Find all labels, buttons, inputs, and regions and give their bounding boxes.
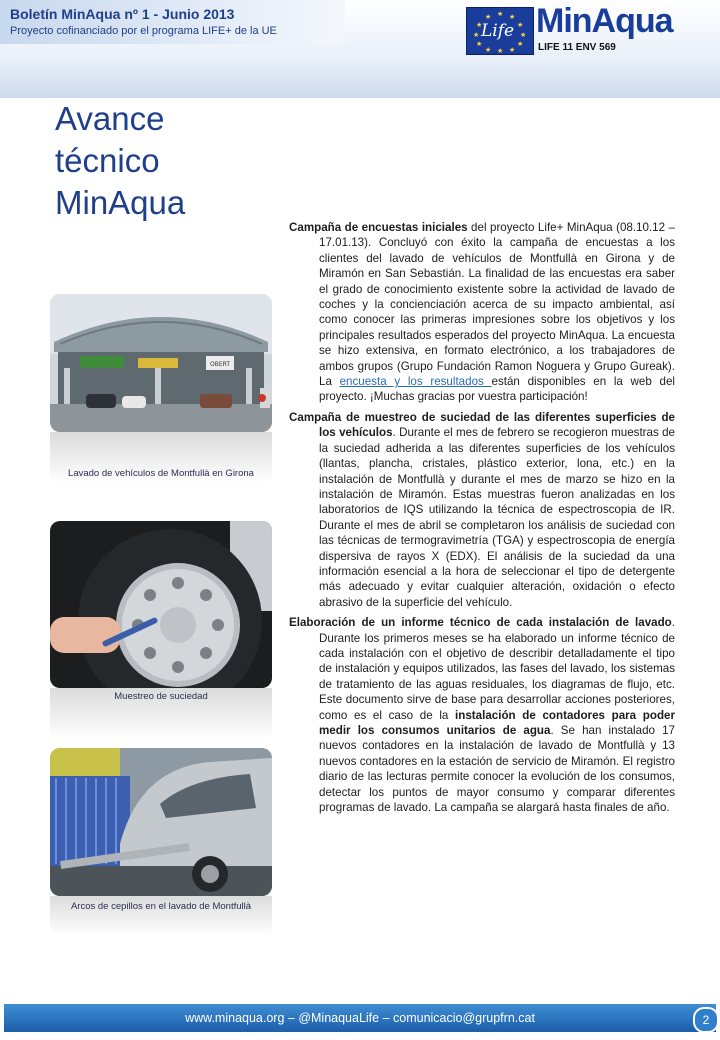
paragraph-text: . Durante los primeros meses se ha elaborado un informe técnico de cada instalación con el objetivo de describir detalladamente el tipo de instalación y equipos utilizados, las fases del lavado, los sistemas de tratamiento de las aguas residuales, los diagramas de flujo, etc. Este documento sirve de base para desarrollar acciones posteriores, como es el caso de la <box>319 616 675 722</box>
page-header <box>0 0 720 98</box>
article-title <box>55 98 185 224</box>
brush-arches-photo <box>50 748 272 896</box>
sign-obert: OBERT <box>209 361 231 368</box>
minaqua-logo-text: MinAqua <box>536 2 673 40</box>
paragraph-lead: Elaboración de un informe técnico de cada instalación de lavado <box>289 616 672 630</box>
article-body <box>289 220 675 820</box>
project-code: LIFE 11 ENV 569 <box>538 42 616 53</box>
newsletter-title: Boletín MinAqua nº 1 - Junio 2013 <box>10 6 235 22</box>
paragraph-text: están disponibles en la web del proyecto. ¡Muchas gracias por vuestra participación! <box>319 375 675 404</box>
photo-caption: Lavado de vehículos de Montfullà en Girona <box>68 468 254 479</box>
paragraph-text: . Se han instalado 17 nuevos contadores en la instalación de lavado de Montfullà y 13 nuevos contadores en la estación de servicio de Miramón. El registro diario de las lecturas permite conocer la evolución de los consumos, detectar los puntos de mayor consumo y comparar diferentes programas de lavado. La campaña se alargará hasta finales de año. <box>319 724 675 815</box>
paragraph-text: . Durante el mes de febrero se recogieron muestras de la suciedad adherida a las diferentes superficies de los vehículos (llantas, plancha, cristales, plástico exterior, lona, etc.) en la instalación de Montfullà y durante el mes de marzo se hizo en la instalación de Miramón. Estas muestras fueron analizadas en los laboratorios de IQS utilizando la técnica de espectroscopia de IR. Durante el mes de abril se completaron los análisis de suciedad con las técnicas de termogravimetría (TGA) y espectroscopia de energía dispersiva de rayos X (EDX). El análisis de la suciedad da una información esencial a la hora de seleccionar el tipo de detergente más adecuado y evitar cualquier alteración, oxidación o efecto abrasivo de la superficie del vehículo. <box>319 426 675 609</box>
paragraph-bold-text: instalación de contadores para poder medir los consumos unitarios de agua <box>319 708 675 737</box>
photo-caption <box>52 900 270 913</box>
photo-caption-text: Arcos de cepillos en el lavado de Montfullà <box>70 901 252 912</box>
page-number: 2 <box>693 1007 719 1033</box>
article-title-line: técnico <box>55 142 160 179</box>
survey-results-link[interactable]: encuesta y los resultados <box>339 375 492 389</box>
article-title-line: MinAqua <box>55 184 186 221</box>
life-logo-text: Life <box>481 21 515 41</box>
paragraph-lead: Campaña de encuestas iniciales <box>289 221 468 234</box>
page-footer <box>4 1004 716 1032</box>
car-wash-photo <box>50 294 272 432</box>
photo-caption: Muestreo de suciedad <box>114 691 208 702</box>
footer-contact: www.minaqua.org – @MinaquaLife – comunicacio@grupfrn.cat <box>185 1011 535 1025</box>
dirt-sampling-photo <box>50 521 272 688</box>
newsletter-subtitle: Proyecto cofinanciado por el programa LIFE+ de la UE <box>10 25 277 37</box>
eu-flag-logo-icon: ★ ★ ★ ★ ★ ★ ★ ★ ★ ★ ★ ★ Life <box>466 7 534 55</box>
paragraph-survey-campaign <box>289 220 675 405</box>
paragraph-lead: Campaña de muestreo de suciedad de las diferentes superficies de los vehículos <box>289 410 675 440</box>
paragraph-text: del proyecto Life+ MinAqua (08.10.12 – 17.01.13). Concluyó con éxito la campaña de encuestas a los clientes del lavado de vehículos de Montfullà en Girona y de Miramón en San Sebastián. La finalidad de las encuestas era saber el grado de conocimiento existente sobre la actividad de lavado de coches y la concienciación acerca de su impacto ambiental, así como conocer las primeras impresiones sobre los objetivos y los principales resultados esperados del proyecto MinAqua. La encuesta se hizo extensiva, en formato electrónico, a los trabajadores de ambos grupos (Grupo Fundación Ramon Noguera y Grupo Gureak). La <box>319 221 675 389</box>
paragraph-technical-report <box>289 615 675 815</box>
paragraph-dirt-sampling <box>289 410 675 610</box>
article-title-line: Avance <box>55 100 165 137</box>
